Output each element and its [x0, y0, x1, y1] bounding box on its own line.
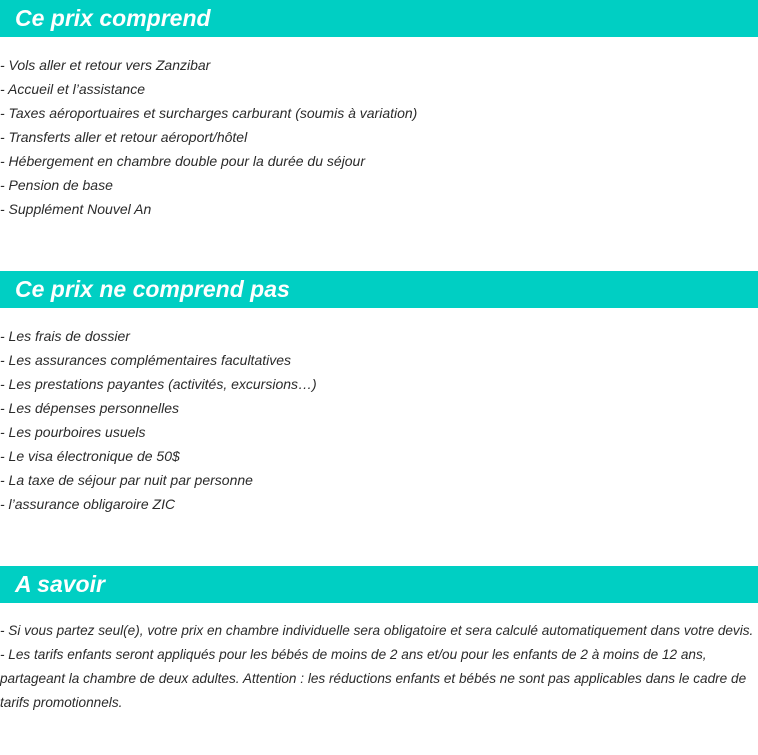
section-title-not-included: Ce prix ne comprend pas — [15, 276, 290, 302]
section-header-not-included — [0, 271, 758, 308]
list-item: - La taxe de séjour par nuit par personne — [0, 472, 253, 488]
list-item: - Les assurances complémentaires facultatives — [0, 352, 292, 368]
list-item: - Les tarifs enfants seront appliqués pour les bébés de moins de 2 ans et/ou pour les enfants de 2 à moins de 12 ans, partageant la chambre de deux adultes. Attention : les réductions enfants et bébés ne sont pas applicables dans le cadre de tarifs promotionnels. — [0, 647, 747, 710]
section-title-good-to-know: A savoir — [15, 571, 105, 597]
list-item: - Accueil et l’assistance — [0, 81, 145, 97]
list-item: - l’assurance obligaroire ZIC — [0, 496, 176, 512]
list-item: - Si vous partez seul(e), votre prix en chambre individuelle sera obligatoire et sera calculé automatiquement dans votre devis. — [0, 623, 754, 638]
list-item: - Les prestations payantes (activités, excursions…) — [0, 376, 317, 392]
list-item: - Les dépenses personnelles — [0, 400, 180, 416]
section-header-included — [0, 0, 758, 37]
list-item: - Supplément Nouvel An — [0, 201, 152, 217]
good-to-know-list — [0, 619, 756, 715]
list-item: - Les frais de dossier — [0, 328, 130, 344]
section-header-good-to-know — [0, 566, 758, 603]
list-item: - Le visa électronique de 50$ — [0, 448, 180, 464]
list-item: - Transferts aller et retour aéroport/hôtel — [0, 129, 248, 145]
list-item: - Les pourboires usuels — [0, 424, 146, 440]
list-item: - Hébergement en chambre double pour la durée du séjour — [0, 153, 366, 169]
list-item: - Pension de base — [0, 177, 113, 193]
included-list — [0, 53, 756, 221]
list-item: - Vols aller et retour vers Zanzibar — [0, 57, 211, 73]
list-item: - Taxes aéroportuaires et surcharges carburant (soumis à variation) — [0, 105, 418, 121]
section-title-included: Ce prix comprend — [15, 5, 211, 31]
not-included-list — [0, 324, 756, 516]
